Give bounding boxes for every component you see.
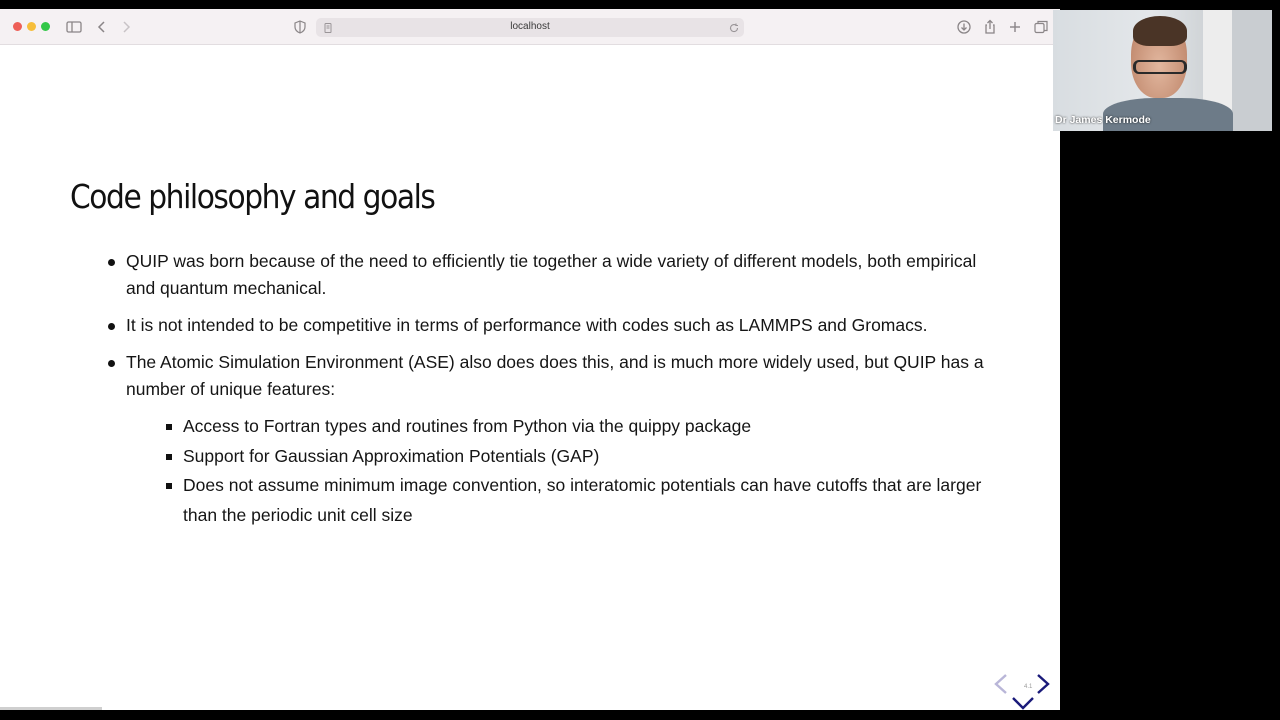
minimize-window-button[interactable] — [27, 22, 36, 31]
progress-strip — [0, 707, 102, 710]
sub-bullet-item: Support for Gaussian Approximation Potentials (GAP) — [166, 442, 1008, 472]
participant-video-tile[interactable] — [1053, 10, 1272, 131]
participant-name: Dr James Kermode — [1055, 114, 1151, 126]
bullet-list — [108, 248, 1008, 540]
sub-bullet-item: Does not assume minimum image convention, so interatomic potentials can have cutoffs that are larger than the periodic unit cell size — [166, 471, 1008, 530]
bullet-item: QUIP was born because of the need to efficiently tie together a wide variety of different models, both empirical and quantum mechanical. — [108, 248, 1008, 302]
reload-icon[interactable] — [728, 21, 740, 33]
close-window-button[interactable] — [13, 22, 22, 31]
presentation-slide — [0, 45, 1060, 710]
bullet-item: It is not intended to be competitive in terms of performance with codes such as LAMMPS and Gromacs. — [108, 312, 1008, 339]
previous-slide-icon[interactable] — [992, 672, 1010, 696]
next-slide-icon[interactable] — [1034, 672, 1052, 696]
participant-hair — [1133, 16, 1187, 46]
downloads-icon[interactable] — [955, 18, 973, 36]
privacy-shield-icon[interactable] — [291, 18, 309, 36]
browser-window — [0, 9, 1060, 710]
sub-bullet-list — [126, 412, 1008, 530]
tab-overview-icon[interactable] — [1032, 18, 1050, 36]
zoom-window-button[interactable] — [41, 22, 50, 31]
slide-number: 4.1 — [1024, 684, 1033, 690]
down-slide-icon[interactable] — [1010, 695, 1036, 710]
address-bar[interactable] — [316, 18, 744, 37]
url-text: localhost — [510, 21, 550, 32]
share-icon[interactable] — [981, 18, 999, 36]
sub-bullet-item: Access to Fortran types and routines from Python via the quippy package — [166, 412, 1008, 442]
back-icon[interactable] — [93, 18, 111, 36]
slide-title: Code philosophy and goals — [70, 177, 435, 216]
sidebar-toggle-icon[interactable] — [65, 18, 83, 36]
browser-toolbar — [0, 9, 1060, 45]
participant-glasses — [1133, 60, 1187, 74]
new-tab-icon[interactable] — [1006, 18, 1024, 36]
background-wall — [1232, 10, 1272, 131]
bullet-text: The Atomic Simulation Environment (ASE) also does does this, and is much more widely used, but QUIP has a number of unique features: — [126, 352, 984, 399]
bullet-item — [108, 349, 1008, 530]
forward-icon[interactable] — [117, 18, 135, 36]
